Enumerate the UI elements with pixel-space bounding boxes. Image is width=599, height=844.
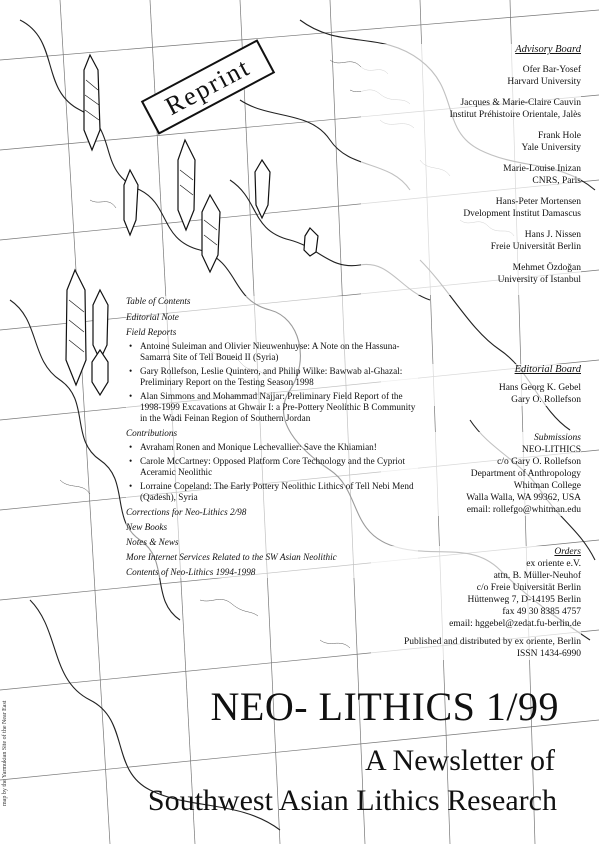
toc-section[interactable]: Contributions [126, 428, 178, 438]
address-line: Submissions [534, 433, 581, 443]
arrowhead-drawing [93, 290, 108, 360]
advisory-member [361, 262, 581, 286]
advisory-board [361, 44, 581, 295]
address-line: Department of Anthropology [470, 469, 581, 479]
member-name: Marie-Louise Inizan [503, 164, 581, 174]
arrowhead-drawing [66, 270, 86, 385]
member-name: Frank Hole [537, 131, 581, 141]
advisory-member [361, 97, 581, 121]
toc-entry[interactable]: • Avraham Ronen and Monique Lechevallier: Save the Khiamian! [126, 442, 418, 453]
orders-line: c/o Freie Universität Berlin [476, 583, 581, 593]
toc-entry[interactable]: • Gary Rollefson, Leslie Quintero, and Philip Wilke: Bawwab al-Ghazal: Preliminary Report on the Testing Season 1998 [126, 366, 418, 388]
map-caption: map by the Yarmukian Site of the Near East [2, 700, 8, 806]
address-email[interactable]: email: rollefgo@whitman.edu [466, 505, 581, 515]
member-affiliation: University of Istanbul [497, 275, 581, 285]
member-affiliation: Institut Préhistoire Orientale, Jalès [449, 110, 581, 120]
advisory-member [361, 130, 581, 154]
toc-section[interactable]: Field Reports [126, 327, 177, 337]
arrowhead-drawing [84, 55, 100, 150]
address-line: c/o Gary O. Rollefson [497, 457, 581, 467]
issn: ISSN 1434-6990 [516, 649, 581, 659]
advisory-board-heading: Advisory Board [515, 44, 581, 55]
advisory-member [361, 64, 581, 88]
editor-name: Gary O. Rollefson [511, 395, 581, 405]
address-line: Walla Walla, WA 99362, USA [466, 493, 581, 503]
orders-line: attn. B. Müller-Neuhof [493, 571, 581, 581]
arrowhead-drawing [304, 228, 318, 256]
arrowhead-drawing [124, 170, 138, 235]
toc-section[interactable]: Notes & News [126, 537, 179, 547]
table-of-contents [126, 296, 418, 578]
toc-title: Table of Contents [126, 296, 191, 306]
member-affiliation: Harvard University [507, 77, 581, 87]
advisory-member [361, 163, 581, 187]
advisory-member [361, 229, 581, 253]
reprint-stamp: Reprint [141, 39, 275, 135]
member-name: Hans-Peter Mortensen [495, 197, 581, 207]
toc-section[interactable]: Corrections for Neo-Lithics 2/98 [126, 507, 247, 517]
orders-line: fax 49 30 8385 4757 [502, 607, 581, 617]
address-line: Whitman College [513, 481, 581, 491]
toc-entry[interactable]: • Carole McCartney: Opposed Platform Core Technology and the Cypriot Aceramic Neolithic [126, 456, 418, 478]
arrowhead-drawing [255, 160, 270, 218]
newsletter-subtitle: Southwest Asian Lithics Research [147, 784, 557, 817]
member-affiliation: Dvelopment Institut Damascus [463, 209, 581, 219]
member-affiliation: Freie Universität Berlin [490, 242, 581, 252]
member-affiliation: CNRS, Paris [532, 176, 581, 186]
address-line: NEO-LITHICS [521, 445, 581, 455]
advisory-member [361, 196, 581, 220]
toc-section[interactable]: Editorial Note [126, 312, 179, 322]
toc-entry[interactable]: • Lorraine Copeland: The Early Pottery Neolithic Lithics of Tell Nebi Mend (Qadesh), Syria [126, 481, 418, 503]
member-name: Mehmet Özdoğan [512, 263, 581, 273]
member-name: Jacques & Marie-Claire Cauvin [460, 98, 581, 108]
arrowhead-drawing [202, 195, 220, 272]
publisher-note: Published and distributed by ex oriente, Berlin [403, 637, 581, 647]
editor-name: Hans Georg K. Gebel [498, 383, 581, 393]
newsletter-title: NEO- LITHICS 1/99 [210, 684, 559, 729]
orders-heading: Orders [554, 547, 581, 557]
newsletter-subtitle: A Newsletter of [365, 744, 555, 777]
editorial-board-heading: Editorial Board [514, 364, 581, 375]
member-affiliation: Yale University [521, 143, 581, 153]
toc-entry[interactable]: • Antoine Suleiman and Olivier Nieuwenhuyse: A Note on the Hassuna-Samarra Site of Tell Boueid II (Syria) [126, 341, 418, 363]
orders-line: ex oriente e.V. [526, 559, 581, 569]
member-name: Hans J. Nissen [524, 230, 581, 240]
member-name: Ofer Bar-Yosef [522, 65, 581, 75]
toc-section[interactable]: New Books [126, 522, 168, 532]
toc-entry[interactable]: • Alan Simmons and Mohammad Najjar: Preliminary Field Report of the 1998-1999 Excavations at Ghwair I: a Pre-Pottery Neolithic B Community in the Wadi Feinan Region of Southern Jordan [126, 391, 418, 424]
arrowhead-drawing [178, 140, 195, 230]
toc-section[interactable]: Contents of Neo-Lithics 1994-1998 [126, 567, 256, 577]
orders-email[interactable]: email: hggebel@zedat.fu-berlin.de [449, 619, 581, 629]
arrowhead-drawing [92, 350, 108, 395]
toc-section[interactable]: More Internet Services Related to the SW Asian Neolithic [126, 552, 337, 562]
orders-line: Hüttenweg 7, D-14195 Berlin [467, 595, 581, 605]
